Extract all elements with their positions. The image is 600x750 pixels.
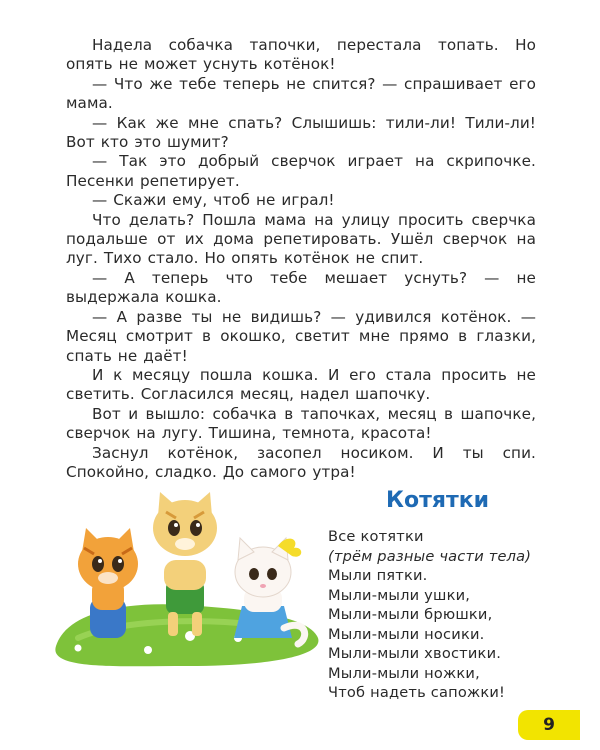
- story-paragraph: — Так это добрый сверчок играет на скрипочке. Песенки репетирует.: [66, 152, 536, 190]
- poem-line: Мыли-мыли носики.: [328, 625, 485, 643]
- story-paragraph: Надела собачка тапочки, перестала топать. Но опять не может уснуть котёнок!: [66, 36, 536, 74]
- story-paragraph: — А разве ты не видишь? — удивился котёнок. — Месяц смотрит в окошко, светит мне прямо в глазки, спать не даёт!: [66, 307, 536, 365]
- story-paragraph: — Скажи ему, чтоб не играл!: [92, 191, 335, 210]
- story-paragraph: Вот и вышло: собачка в тапочках, месяц в шапочке, сверчок на лугу. Тишина, темнота, красота!: [66, 404, 536, 443]
- poem-line: Чтоб надеть сапожки!: [328, 684, 506, 701]
- poem-line: Все котятки: [328, 528, 424, 545]
- story-paragraph: И к месяцу пошла кошка. И его стала просить не светить. Согласился месяц, надел шапочку.: [66, 365, 536, 404]
- story-paragraph: — А теперь что тебе мешает уснуть? — не выдержала кошка.: [66, 268, 536, 307]
- story-paragraph: — Как же мне спать? Слышишь: тили-ли! Тили-ли! Вот кто это шумит?: [66, 113, 536, 152]
- poem: [328, 527, 531, 703]
- story-text: [66, 36, 536, 482]
- poem-line: Мыли-мыли ушки,: [328, 586, 471, 604]
- poem-line: Мыли-мыли ножки,: [328, 664, 480, 682]
- story-paragraph: Заснул котёнок, засопел носиком. И ты спи. Спокойно, сладко. До самого утра!: [66, 443, 536, 481]
- white-kitten: [234, 538, 305, 644]
- poem-title: Котятки: [386, 488, 490, 513]
- poem-stage-direction: (трём разные части тела): [328, 547, 532, 565]
- page-number: 9: [518, 710, 580, 740]
- story-paragraph: Что делать? Пошла мама на улицу просить сверчка подальше от их дома репетировать. Ушёл сверчок на луг. Тихо стало. Но опять котёнок не спит.: [66, 210, 536, 268]
- poem-line: Мыли-мыли брюшки,: [328, 606, 493, 623]
- poem-line: Мыли пятки.: [328, 567, 428, 584]
- kittens-illustration: [48, 488, 328, 678]
- story-paragraph: — Что же тебе теперь не спится? — спрашивает его мама.: [66, 74, 536, 113]
- poem-line: Мыли-мыли хвостики.: [328, 645, 502, 662]
